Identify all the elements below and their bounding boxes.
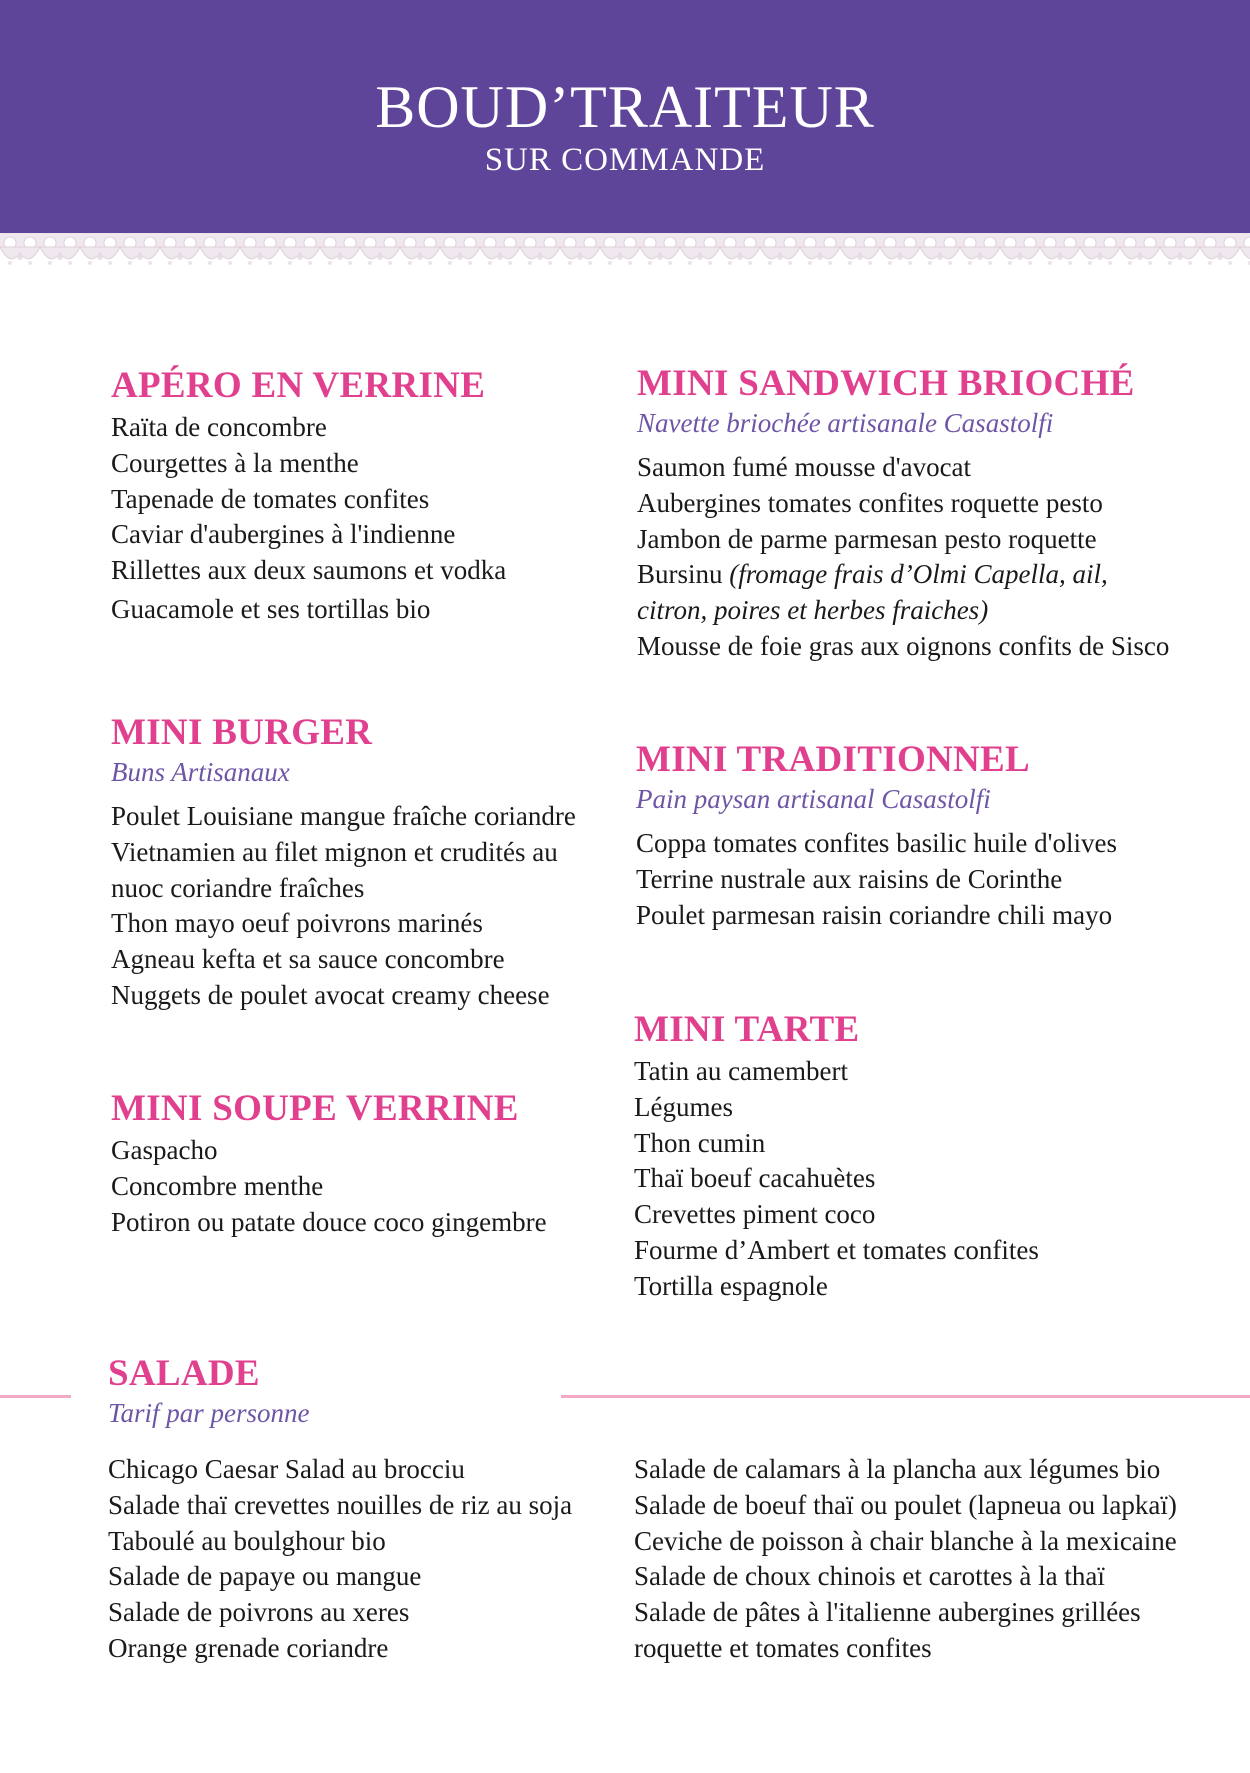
- section-subtitle: Navette briochée artisanale Casastolfi: [637, 408, 1054, 438]
- list-item: Salade de calamars à la plancha aux légumes bio: [634, 1454, 1161, 1484]
- list-item: Nuggets de poulet avocat creamy cheese: [111, 979, 550, 1010]
- section-sandwich: [637, 362, 1169, 665]
- item-list: [108, 1452, 572, 1667]
- list-item: Salade de papaye ou mangue: [108, 1561, 422, 1592]
- section-title: MINI TARTE: [634, 1009, 860, 1050]
- list-item: Chicago Caesar Salad au brocciu: [108, 1454, 465, 1484]
- list-item: Légumes: [634, 1091, 733, 1122]
- list-item: Aubergines tomates confites roquette pesto: [637, 487, 1103, 518]
- list-item: Thon cumin: [634, 1127, 766, 1158]
- section-burger: [111, 711, 576, 1014]
- list-item: Jambon de parme parmesan pesto roquette: [637, 523, 1097, 554]
- list-item: Caviar d'aubergines à l'indienne: [111, 519, 456, 550]
- section-title: SALADE: [108, 1353, 260, 1394]
- list-item: [637, 593, 1169, 629]
- item-list: [636, 826, 1117, 933]
- list-item: Ceviche de poisson à chair blanche à la mexicaine: [634, 1525, 1177, 1556]
- brand-subtitle: SUR COMMANDE: [484, 142, 766, 178]
- list-item: Tortilla espagnole: [634, 1270, 828, 1301]
- list-item: Potiron ou patate douce coco gingembre: [111, 1206, 547, 1237]
- list-item: Thon mayo oeuf poivrons marinés: [111, 908, 483, 939]
- list-item: Salade de pâtes à l'italienne aubergines grillées: [634, 1597, 1141, 1628]
- salade-divider-left: [0, 1395, 71, 1398]
- list-item: Poulet parmesan raisin coriandre chili mayo: [636, 899, 1113, 930]
- section-title: MINI TRADITIONNEL: [636, 739, 1031, 780]
- list-item: Salade thaï crevettes nouilles de riz au soja: [108, 1489, 573, 1520]
- list-item: Salade de boeuf thaï ou poulet (lapneua ou lapkaï): [634, 1489, 1177, 1520]
- header-banner: [0, 0, 1250, 233]
- section-subtitle: Tarif par personne: [108, 1398, 310, 1428]
- list-item: Gaspacho: [111, 1135, 218, 1165]
- list-item: Agneau kefta et sa sauce concombre: [111, 944, 505, 975]
- item-name: Bursinu: [637, 559, 730, 590]
- list-item: Orange grenade coriandre: [108, 1632, 389, 1663]
- item-list: [111, 1133, 547, 1240]
- section-soupe: [111, 1087, 547, 1240]
- list-item: [637, 557, 1169, 593]
- section-subtitle: Pain paysan artisanal Casastolfi: [636, 784, 991, 814]
- item-list: [111, 410, 506, 628]
- section-title: APÉRO EN VERRINE: [111, 365, 486, 406]
- salade-divider-right: [561, 1395, 1250, 1398]
- list-item: Concombre menthe: [111, 1170, 324, 1201]
- lace-border-decoration: [0, 233, 1250, 278]
- list-item: Saumon fumé mousse d'avocat: [637, 452, 972, 482]
- brand-title: BOUD’TRAITEUR: [375, 74, 875, 140]
- list-item: Terrine nustrale aux raisins de Corinthe: [636, 863, 1063, 894]
- list-item: Vietnamien au filet mignon et crudités au: [111, 836, 558, 867]
- item-list: [634, 1452, 1177, 1667]
- salade-left-list: [108, 1452, 572, 1667]
- list-item: Guacamole et ses tortillas bio: [111, 593, 431, 624]
- list-item: Tatin au camembert: [634, 1056, 849, 1086]
- list-item: roquette et tomates confites: [634, 1632, 932, 1663]
- item-list: [634, 1054, 1039, 1305]
- section-apero: [111, 364, 506, 628]
- list-item: Thaï boeuf cacahuètes: [634, 1163, 876, 1194]
- section-salade: [108, 1352, 310, 1430]
- list-item: Taboulé au boulghour bio: [108, 1525, 386, 1556]
- item-list: [111, 799, 576, 1014]
- item-note: (fromage frais d’Olmi Capella, ail,: [729, 559, 1108, 590]
- section-subtitle: Buns Artisanaux: [111, 757, 290, 787]
- list-item: Salade de poivrons au xeres: [108, 1597, 410, 1628]
- list-item: Coppa tomates confites basilic huile d'olives: [636, 828, 1118, 858]
- list-item: Crevettes piment coco: [634, 1199, 876, 1230]
- list-item: Tapenade de tomates confites: [111, 483, 430, 514]
- section-tarte: [634, 1008, 1039, 1305]
- list-item: Courgettes à la menthe: [111, 447, 359, 478]
- section-title: MINI SANDWICH BRIOCHÉ: [637, 363, 1135, 404]
- list-item: Salade de choux chinois et carottes à la thaï: [634, 1561, 1105, 1592]
- list-item: Raïta de concombre: [111, 412, 327, 442]
- list-item: Poulet Louisiane mangue fraîche coriandre: [111, 801, 576, 831]
- list-item: Mousse de foie gras aux oignons confits de Sisco: [637, 630, 1170, 661]
- item-list: [637, 450, 1169, 665]
- section-title: MINI BURGER: [111, 712, 373, 753]
- item-note-continued: citron, poires et herbes fraiches): [637, 595, 989, 626]
- section-title: MINI SOUPE VERRINE: [111, 1088, 519, 1129]
- list-item: nuoc coriandre fraîches: [111, 872, 365, 903]
- salade-right-list: [634, 1452, 1177, 1667]
- list-item: Fourme d’Ambert et tomates confites: [634, 1234, 1039, 1265]
- list-item: Rillettes aux deux saumons et vodka: [111, 555, 507, 586]
- section-traditionnel: [636, 738, 1117, 933]
